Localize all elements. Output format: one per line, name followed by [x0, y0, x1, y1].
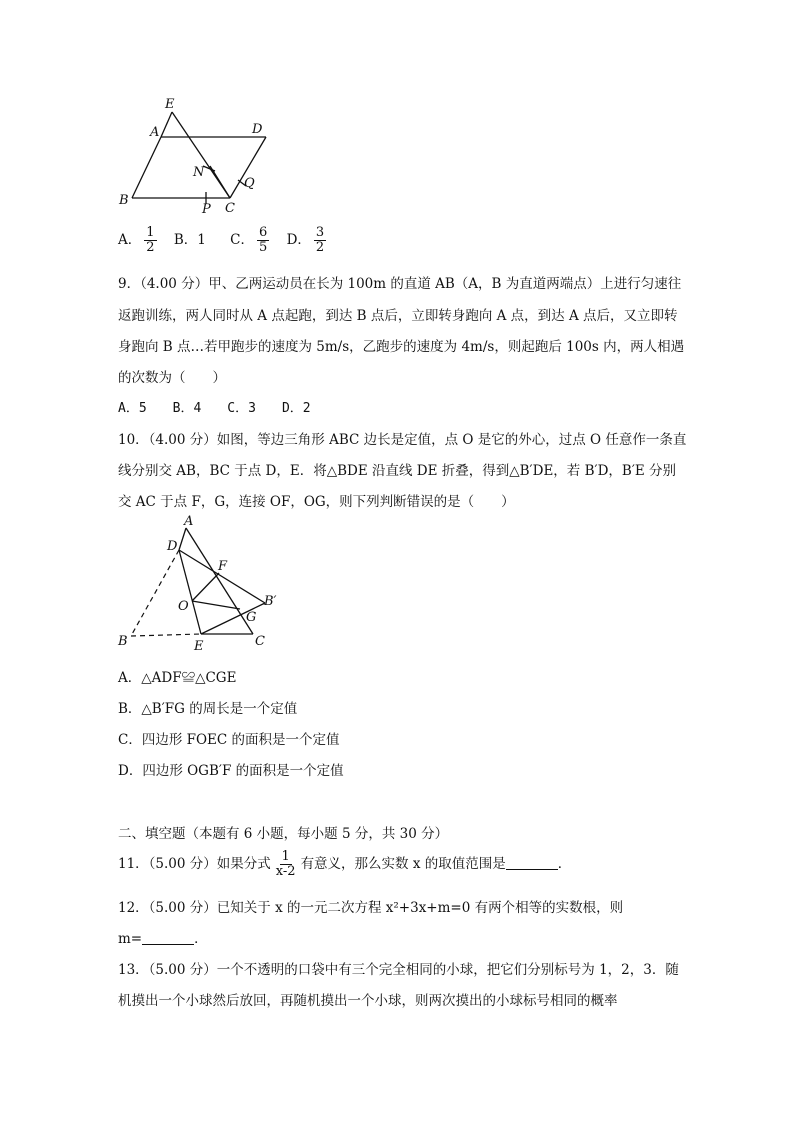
- q10-line-3: 交 AC 于点 F，G，连接 OF，OG，则下列判断错误的是（ ）: [118, 494, 515, 510]
- label-Q: Q: [244, 176, 255, 191]
- q10-option-a: A．△ADF≌△CGE: [118, 670, 237, 686]
- q8-option-a: A． $\frac{1}{2}$: [118, 225, 155, 255]
- q8-option-b: B．1: [173, 232, 206, 248]
- q13-line-1: 13．（5.00 分）一个不透明的口袋中有三个完全相同的小球，把它们分别标号为 1，2，3．随: [118, 962, 679, 978]
- q9-line-3: 身跑向 B 点…若甲跑步的速度为 5m/s，乙跑步的速度为 4m/s，则起跑后 100s 内，两人相遇: [118, 339, 685, 355]
- q12-line-2: m= ．: [118, 931, 208, 947]
- q12-line-1: 12．（5.00 分）已知关于 x 的一元二次方程 x²+3x+m=0 有两个相等的实数根，则: [118, 900, 624, 916]
- q9-choices: A．5 B．4 C．3 D．2: [118, 401, 311, 416]
- q11-fraction: $\frac{1}{x-2}$: [275, 849, 296, 879]
- label-N: N: [193, 165, 205, 180]
- label-D: D: [252, 122, 263, 137]
- q11: 11．（5.00 分）如果分式 $\frac{1}{x-2}$ 有意义，那么实数 x 的取值范围是 ．: [118, 849, 572, 879]
- q9-line-1: 9．（4.00 分）甲、乙两运动员在长为 100m 的直道 AB（A，B 为直道两端点）上进行匀速往: [118, 276, 682, 292]
- figure-parallelogram: [110, 92, 290, 220]
- label-B: B: [119, 193, 129, 208]
- q11-text-before: 11．（5.00 分）如果分式: [118, 856, 271, 872]
- label-C: C: [255, 634, 265, 649]
- q8-option-d: D． $\frac{3}{2}$: [286, 225, 325, 255]
- label-D: D: [167, 539, 178, 554]
- q10-option-d: D．四边形 OGB′F 的面积是一个定值: [118, 763, 344, 779]
- label-A: A: [184, 514, 194, 529]
- label-E: E: [194, 639, 204, 654]
- section-heading: 二、填空题（本题有 6 小题，每小题 5 分，共 30 分）: [118, 826, 449, 842]
- q8-options: [118, 226, 329, 255]
- q9-line-2: 返跑训练，两人同时从 A 点起跑，到达 B 点后，立即转身跑向 A 点，到达 A 点后，又立即转: [118, 308, 678, 324]
- label-G: G: [246, 610, 257, 625]
- q11-text-after: 有意义，那么实数 x 的取值范围是: [300, 856, 506, 872]
- label-F: F: [218, 559, 228, 574]
- label-O: O: [178, 599, 189, 614]
- q10-option-b: B．△B′FG 的周长是一个定值: [118, 701, 298, 717]
- label-A: A: [150, 125, 160, 140]
- q10-line-2: 线分别交 AB，BC 于点 D，E．将△BDE 沿直线 DE 折叠，得到△B′DE，若 B′D，B′E 分别: [118, 463, 677, 479]
- q10-option-c: C．四边形 FOEC 的面积是一个定值: [118, 732, 340, 748]
- q12-answer-blank: [142, 944, 194, 945]
- label-E: E: [165, 97, 175, 112]
- q11-answer-blank: [506, 869, 558, 870]
- q13-line-2: 机摸出一个小球然后放回，再随机摸出一个小球，则两次摸出的小球标号相同的概率: [118, 993, 618, 1009]
- q10-line-1: 10．（4.00 分）如图，等边三角形 ABC 边长是定值，点 O 是它的外心，过点 O 任意作一条直: [118, 432, 687, 448]
- label-C: C: [225, 201, 235, 216]
- label-B-prime: B′: [264, 594, 277, 609]
- figure-triangle-fold: [110, 508, 290, 654]
- q9-line-4: 的次数为（ ）: [118, 370, 226, 386]
- q8-option-c: C． $\frac{6}{5}$: [230, 225, 268, 255]
- label-B: B: [118, 634, 128, 649]
- label-P: P: [202, 202, 211, 217]
